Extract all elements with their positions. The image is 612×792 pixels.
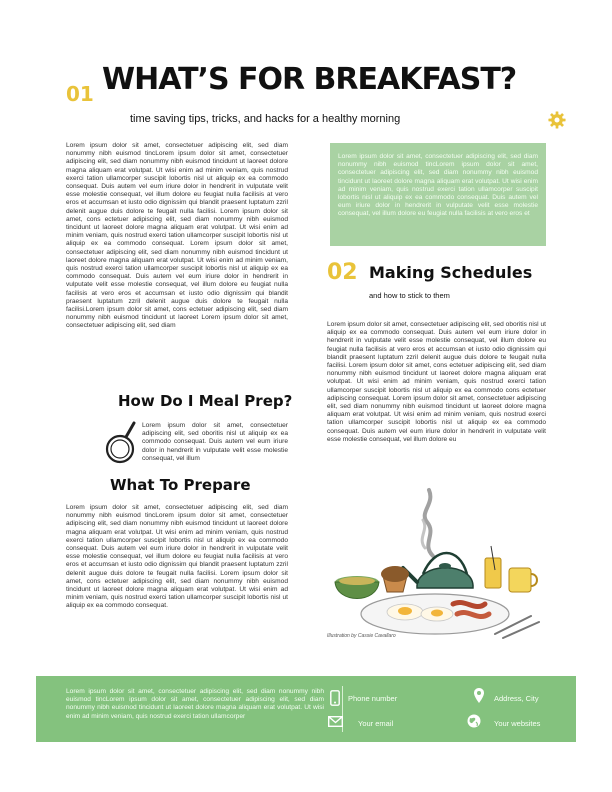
page-title: WHAT’S FOR BREAKFAST? [102, 62, 517, 97]
meal-prep-heading: How Do I Meal Prep? [118, 392, 293, 410]
email[interactable]: Your email [358, 719, 394, 728]
website[interactable]: Your websites [494, 719, 541, 728]
illustration-credit: Illustration by Cassie Cavallaro [327, 633, 396, 639]
highlight-box [330, 143, 546, 246]
address: Address, City [494, 694, 539, 703]
section-number-02: 02 [327, 260, 358, 285]
breakfast-illustration [325, 486, 545, 646]
intro-text: Lorem ipsum dolor sit amet, consectetuer adipiscing elit, sed diam nonummy nibh euismod tincLorem ipsum dolor sit amet, consectetuer adipiscing elit, sed diam nonummy nibh euismod tincidunt ut laoreet dolore magna aliquam erat volutpat. Ut wisi enim ad minim veniam, quis nostrud exerci tation ullamcorper suscipit lobortis nisl ut aliquip ex ea commodo consequat. Duis autem vel eum iriure dolor in hendrerit in vulputate velit esse molestie consequat, vel illum dolore eu feugiat nulla facilisis at vero eros et accumsan et iusto odio dignissim qui blandit praesent luptatum zzril delenit augue duis dolore te feugait nulla facilisi. Lorem ipsum dolor sit amet, cons ectetuer adipiscing elit, sed diam nonummy nibh euismod tincidunt ut laoreet dolore magna aliquam erat volutpat. Ut wisi enim ad minim veniam, quis nostrud exerci tation ullamcorper suscipit lobortis nisl ut aliquip ex ea commodo consequat. Lorem ipsum dolor sit amet, consectetuer adipiscing elit, sed diam nonummy nibh euismod tincidunt ut laoreet dolore magna aliquam erat volutpat. Ut wisi enim ad minim veniam, quis nostrud exerci tation ullamcorper suscipit lobortis nisl ut aliquip ex ea commodo consequat. Duis autem vel eum iriure dolor in hendrerit in vulputate velit esse molestie consequat, vel illum dolore eu feugiat nulla facilisis at vero eros et accumsan et iusto odio dignissim qui blandit praesent luptatum zzril delenit augue duis dolore te feugait nulla facilisi.Lorem ipsum dolor sit amet, cons ectetuer adipiscing elit, sed diam nonummy nibh euismod tincidunt ut laoreet Lorem ipsum dolor sit amet, consectetuer adipiscing elit, sed diam [66, 142, 288, 330]
location-pin-icon [474, 688, 484, 703]
gear-icon [548, 111, 566, 129]
phone-icon [330, 690, 340, 706]
prepare-text: Lorem ipsum dolor sit amet, consectetuer adipiscing elit, sed diam nonummy nibh euismod tincLorem ipsum dolor sit amet, consectetuer adipiscing elit, sed diam nonummy nibh euismod tincidunt ut laoreet dolore magna aliquam erat volutpat. Ut wisi enim ad minim veniam, quis nostrud exerci tation ullamcorper suscipit lobortis nisl ut aliquip ex ea commodo consequat. Duis autem vel eum iriure dolor in hendrerit in vulputate velit esse molestie consequat, vel illum dolore eu feugiat nulla facilisis at vero eros et accumsan et iusto odio dignissim qui blandit praesent luptatum zzril delenit augue duis dolore te feugait nulla facilisi. Lorem ipsum dolor sit amet, cons ectetuer adipiscing elit, sed diam nonummy nibh euismod tincidunt ut laoreet dolore magna aliquam erat volutpat. Ut wisi enim ad minim veniam, quis nostrud exerci tation ullamcorper suscipit lobortis nisl ut aliquip ex ea commodo consequat. [66, 504, 288, 610]
green-bowl [335, 576, 379, 599]
prepare-heading: What To Prepare [110, 476, 251, 494]
muffin [381, 566, 409, 592]
breakfast-plate [361, 594, 509, 634]
highlight-text: Lorem ipsum dolor sit amet, consectetuer adipiscing elit, sed diam nonummy nibh euismod tincLorem ipsum dolor sit amet, consectetuer adipiscing elit, sed diam nonummy nibh euismod tincidunt ut laoreet dolore magna aliquam erat volutpat. Ut wisi enim ad minim veniam, quis nostrud exerci tation ullamcorper suscipit lobortis nisl ut aliquip ex ea commodo consequat. Duis autem vel eum iriure dolor in hendrerit in vulputate velit esse molestie consequat, vel illum dolore eu feugiat nulla facilisis at vero eros et [338, 153, 538, 218]
schedules-heading: Making Schedules [369, 263, 533, 282]
footer-text: Lorem ipsum dolor sit amet, consectetuer adipiscing elit, sed diam nonummy nibh euismod tincLorem ipsum dolor sit amet, consectetuer adipiscing elit, sed diam nonummy nibh euismod tincidunt ut laoreet dolore magna aliquam erat volutpat. Ut wisi enim ad minim veniam, quis nostrud exerci tation ullamcorper [66, 688, 324, 720]
schedules-text: Lorem ipsum dolor sit amet, consectetuer adipiscing elit, sed oboritis nisl ut aliquip ex ea commodo consequat. Duis autem vel eum iriure dolor in hendrerit in vulputate velit esse molestie consequat, vel illum dolore eu feugiat nulla facilisis at vero eros et accumsan et iusto odio dignissim qui blandit praesent luptatum zzril delenit augue duis dolore te feugait nulla facilisi. Lorem ipsum dolor sit amet, cons ectetuer adipiscing elit, sed diam nonummy nibh euismod tincidunt ut laoreet dolore magna aliquam erat volutpat. Ut wisi enim ad minim veniam, quis nostrud exerci tation ullamcorper suscipit lobortis nisl ut aliquip ex ea commodo cons ectetuer adipiscing consequat. Lorem ipsum dolor sit amet, consectetuer adipiscing elit, sed diam nonummy nibh euismod tincidunt ut laoreet dolore magna aliquam erat volutpat. Ut wisi enim ad minim veniam, quis nostrud exerci tation ullamcorper suscipit lobortis nisl ut aliquip ex ea commodo consequat. Duis autem vel eum iriure dolor in hendrerit in vulputate velit esse molestie consequat, vel illum dolore eu [327, 321, 546, 443]
section-number-01: 01 [66, 82, 94, 106]
footer-bar [36, 676, 576, 742]
juice-glass [485, 546, 537, 592]
email-icon [328, 716, 343, 727]
kettle [403, 553, 473, 588]
globe-icon [467, 714, 481, 728]
phone-number[interactable]: Phone number [348, 694, 398, 703]
steam-swirl [425, 490, 433, 556]
frying-pan-icon [104, 420, 144, 466]
page-subtitle: time saving tips, tricks, and hacks for a healthy morning [130, 113, 401, 125]
meal-prep-text: Lorem ipsum dolor sit amet, consectetuer adipiscing elit, sed oboritis nisl ut aliquip ex ea commodo consequat. Duis autem vel eum iriure dolor in hendrerit in vulputate velit esse molestie consequat, vel illum [142, 422, 288, 462]
schedules-subheading: and how to stick to them [369, 291, 450, 300]
